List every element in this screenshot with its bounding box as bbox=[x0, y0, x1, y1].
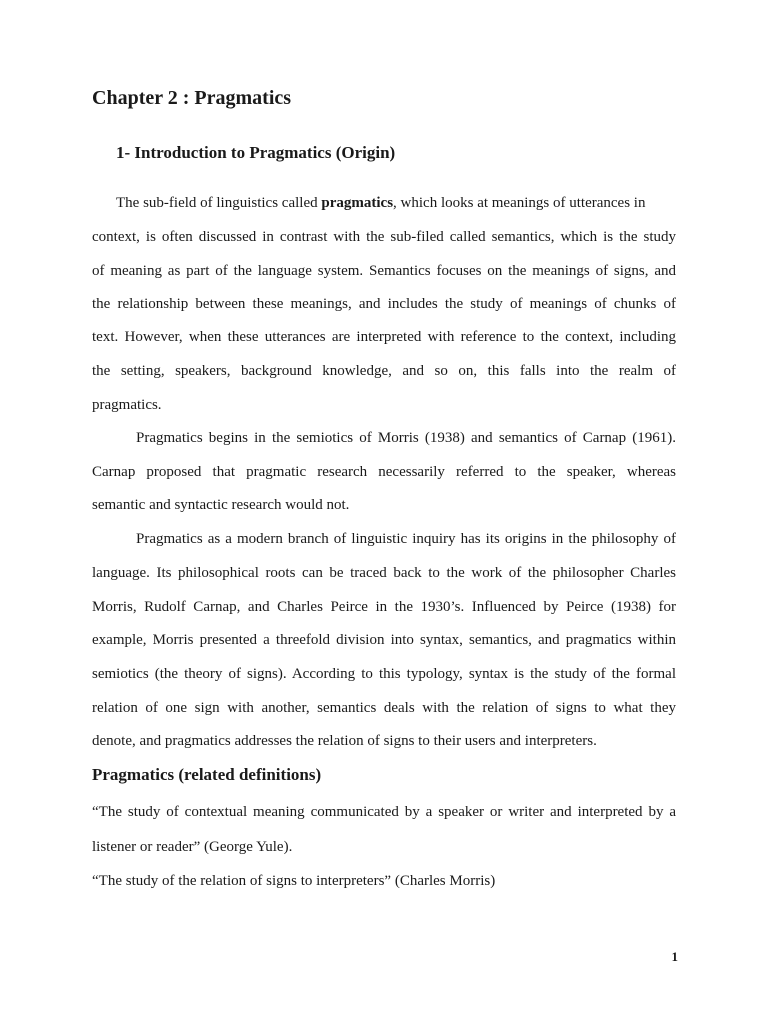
paragraph-1-line-1 bbox=[116, 194, 676, 212]
definitions-heading: Pragmatics (related definitions) bbox=[92, 765, 322, 784]
paragraph-2-line-1: Pragmatics begins in the semiotics of Morris (1938) and semantics of Carnap (1961). bbox=[136, 430, 676, 446]
paragraph-3-line-2: language. Its philosophical roots can be traced back to the work of the philosopher Charles bbox=[92, 565, 676, 581]
definition-2: “The study of the relation of signs to interpreters” (Charles Morris) bbox=[92, 873, 496, 889]
paragraph-1-line-5: text. However, when these utterances are interpreted with reference to the context, including bbox=[92, 329, 676, 345]
term-pragmatics: pragmatics bbox=[321, 195, 394, 211]
paragraph-1-line-2: context, is often discussed in contrast with the sub-filed called semantics, which is the study bbox=[92, 229, 676, 245]
paragraph-1-line-4: the relationship between these meanings, and includes the study of meanings of chunks of bbox=[92, 296, 676, 312]
paragraph-1-line-7: pragmatics. bbox=[92, 397, 162, 413]
chapter-title: Chapter 2 : Pragmatics bbox=[92, 87, 292, 109]
paragraph-3-line-6: relation of one sign with another, semantics deals with the relation of signs to what they bbox=[92, 700, 676, 716]
paragraph-1-line-3: of meaning as part of the language system. Semantics focuses on the meanings of signs, and bbox=[92, 263, 676, 279]
definition-1-line-1: “The study of contextual meaning communicated by a speaker or writer and interpreted by a bbox=[92, 804, 676, 820]
paragraph-3-line-1: Pragmatics as a modern branch of linguistic inquiry has its origins in the philosophy of bbox=[136, 531, 676, 547]
section-title: 1- Introduction to Pragmatics (Origin) bbox=[116, 143, 396, 162]
paragraph-3-line-7: denote, and pragmatics addresses the relation of signs to their users and interpreters. bbox=[92, 733, 597, 749]
paragraph-3-line-4: example, Morris presented a threefold division into syntax, semantics, and pragmatics within bbox=[92, 632, 676, 648]
page-number: 1 bbox=[671, 949, 678, 964]
paragraph-3-line-5: semiotics (the theory of signs). According to this typology, syntax is the study of the formal bbox=[92, 666, 676, 682]
paragraph-2-line-3: semantic and syntactic research would not. bbox=[92, 497, 350, 513]
paragraph-1-text: , which looks at meanings of utterances in bbox=[393, 195, 646, 211]
definition-1-line-2: listener or reader” (George Yule). bbox=[92, 839, 293, 855]
paragraph-2-line-2: Carnap proposed that pragmatic research necessarily referred to the speaker, whereas bbox=[92, 464, 676, 480]
paragraph-1-line-6: the setting, speakers, background knowledge, and so on, this falls into the realm of bbox=[92, 363, 676, 379]
paragraph-1-text: The sub-field of linguistics called bbox=[116, 195, 322, 211]
paragraph-3-line-3: Morris, Rudolf Carnap, and Charles Peirce in the 1930’s. Influenced by Peirce (1938) for bbox=[92, 599, 676, 615]
